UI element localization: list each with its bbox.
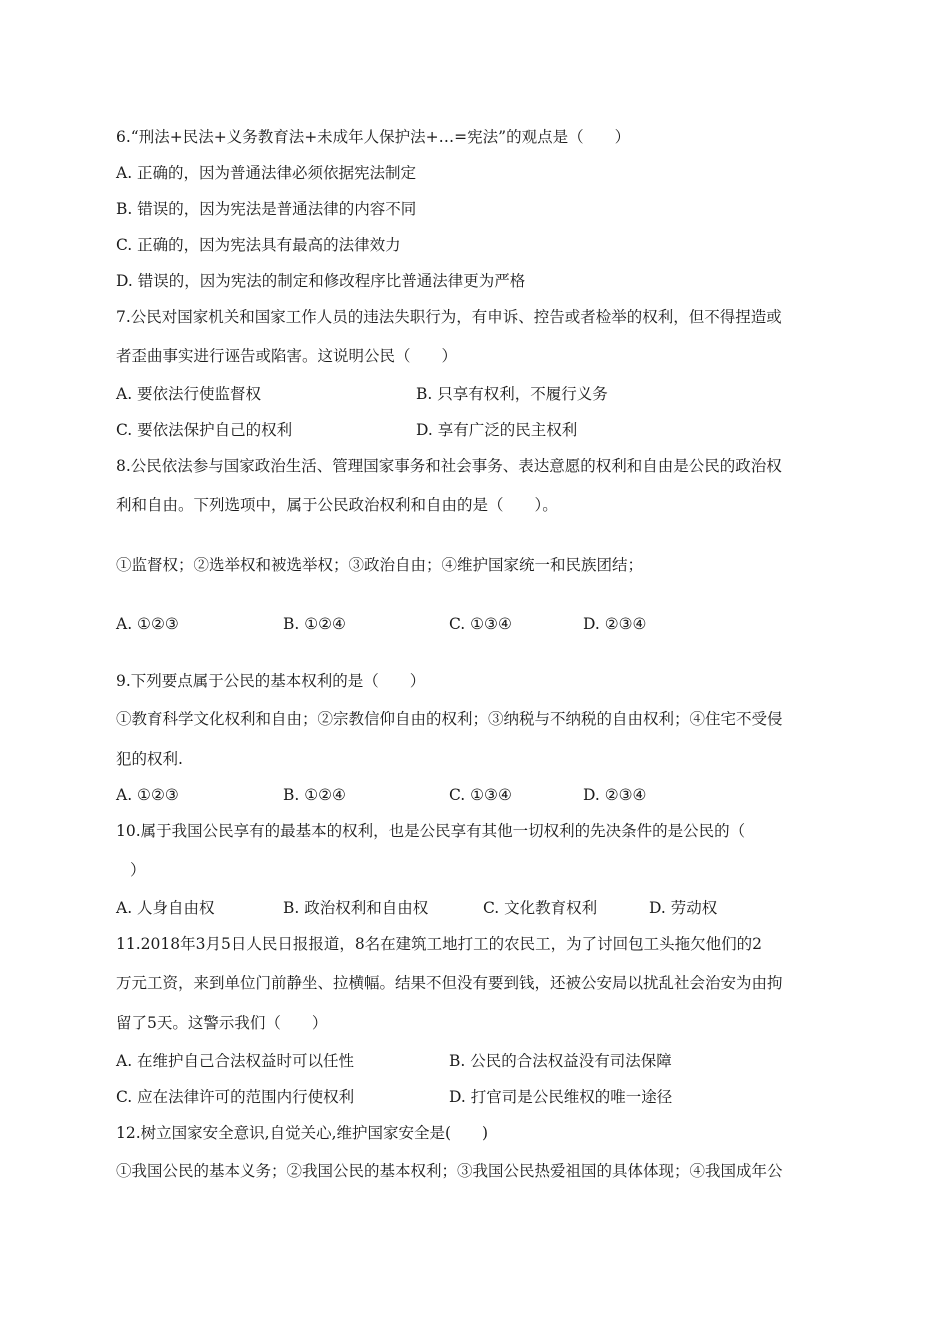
- q7-stem-line1: 7.公民对国家机关和国家工作人员的违法失职行为，有申诉、控告或者检举的权利，但不得捏造或: [116, 308, 782, 326]
- q6-option-a: A. 正确的，因为普通法律必须依据宪法制定: [116, 164, 417, 182]
- q8-option-c: C. ①③④: [449, 615, 512, 633]
- q9-items-line2: 犯的权利.: [116, 750, 183, 768]
- q6-option-c: C. 正确的，因为宪法具有最高的法律效力: [116, 236, 401, 254]
- q9-stem: 9.下列要点属于公民的基本权利的是（ ）: [116, 672, 426, 690]
- q10-option-b: B. 政治权利和自由权: [283, 899, 429, 917]
- q6-option-d: D. 错误的，因为宪法的制定和修改程序比普通法律更为严格: [116, 272, 526, 290]
- q10-option-a: A. 人身自由权: [116, 899, 215, 917]
- q10-option-d: D. 劳动权: [649, 899, 718, 917]
- q7-stem-line2: 者歪曲事实进行诬告或陷害。这说明公民（ ）: [116, 347, 458, 365]
- q8-option-a: A. ①②③: [116, 615, 179, 633]
- q10-stem-line1: 10.属于我国公民享有的最基本的权利，也是公民享有其他一切权利的先决条件的是公民的（: [116, 822, 746, 840]
- q11-option-b: B. 公民的合法权益没有司法保障: [449, 1052, 672, 1070]
- q8-option-b: B. ①②④: [283, 615, 346, 633]
- q12-items-line1: ①我国公民的基本义务；②我国公民的基本权利；③我国公民热爱祖国的具体体现；④我国成年公: [116, 1162, 783, 1180]
- q9-items-line1: ①教育科学文化权利和自由；②宗教信仰自由的权利；③纳税与不纳税的自由权利；④住宅不受侵: [116, 710, 783, 728]
- q11-option-c: C. 应在法律许可的范围内行使权利: [116, 1088, 355, 1106]
- q6-option-b: B. 错误的，因为宪法是普通法律的内容不同: [116, 200, 417, 218]
- q11-stem-line2: 万元工资，来到单位门前静坐、拉横幅。结果不但没有要到钱，还被公安局以扰乱社会治安为由拘: [116, 974, 783, 992]
- q9-option-c: C. ①③④: [449, 786, 512, 804]
- q11-stem-line1: 11.2018年3月5日人民日报报道，8名在建筑工地打工的农民工，为了讨回包工头拖欠他们的2: [116, 935, 763, 953]
- q9-option-a: A. ①②③: [116, 786, 179, 804]
- q8-items: ①监督权；②选举权和被选举权；③政治自由；④维护国家统一和民族团结；: [116, 556, 644, 574]
- q7-option-d: D. 享有广泛的民主权利: [416, 421, 578, 439]
- q11-stem-line3: 留了5天。这警示我们（ ）: [116, 1014, 328, 1032]
- q11-option-a: A. 在维护自己合法权益时可以任性: [116, 1052, 355, 1070]
- q12-stem: 12.树立国家安全意识,自觉关心,维护国家安全是( ): [116, 1124, 489, 1142]
- q10-stem-line2: ）: [130, 861, 146, 879]
- q9-option-d: D. ②③④: [583, 786, 647, 804]
- q7-option-c: C. 要依法保护自己的权利: [116, 421, 293, 439]
- q10-option-c: C. 文化教育权利: [483, 899, 598, 917]
- q6-stem: 6.“刑法+民法+义务教育法+未成年人保护法+…=宪法”的观点是（ ）: [116, 128, 631, 146]
- q9-option-b: B. ①②④: [283, 786, 346, 804]
- q11-option-d: D. 打官司是公民维权的唯一途径: [449, 1088, 673, 1106]
- q8-stem-line2: 利和自由。下列选项中，属于公民政治权利和自由的是（ ）。: [116, 496, 558, 514]
- q7-option-b: B. 只享有权利，不履行义务: [416, 385, 608, 403]
- q8-stem-line1: 8.公民依法参与国家政治生活、管理国家事务和社会事务、表达意愿的权利和自由是公民的政治权: [116, 457, 782, 475]
- q8-option-d: D. ②③④: [583, 615, 647, 633]
- q7-option-a: A. 要依法行使监督权: [116, 385, 262, 403]
